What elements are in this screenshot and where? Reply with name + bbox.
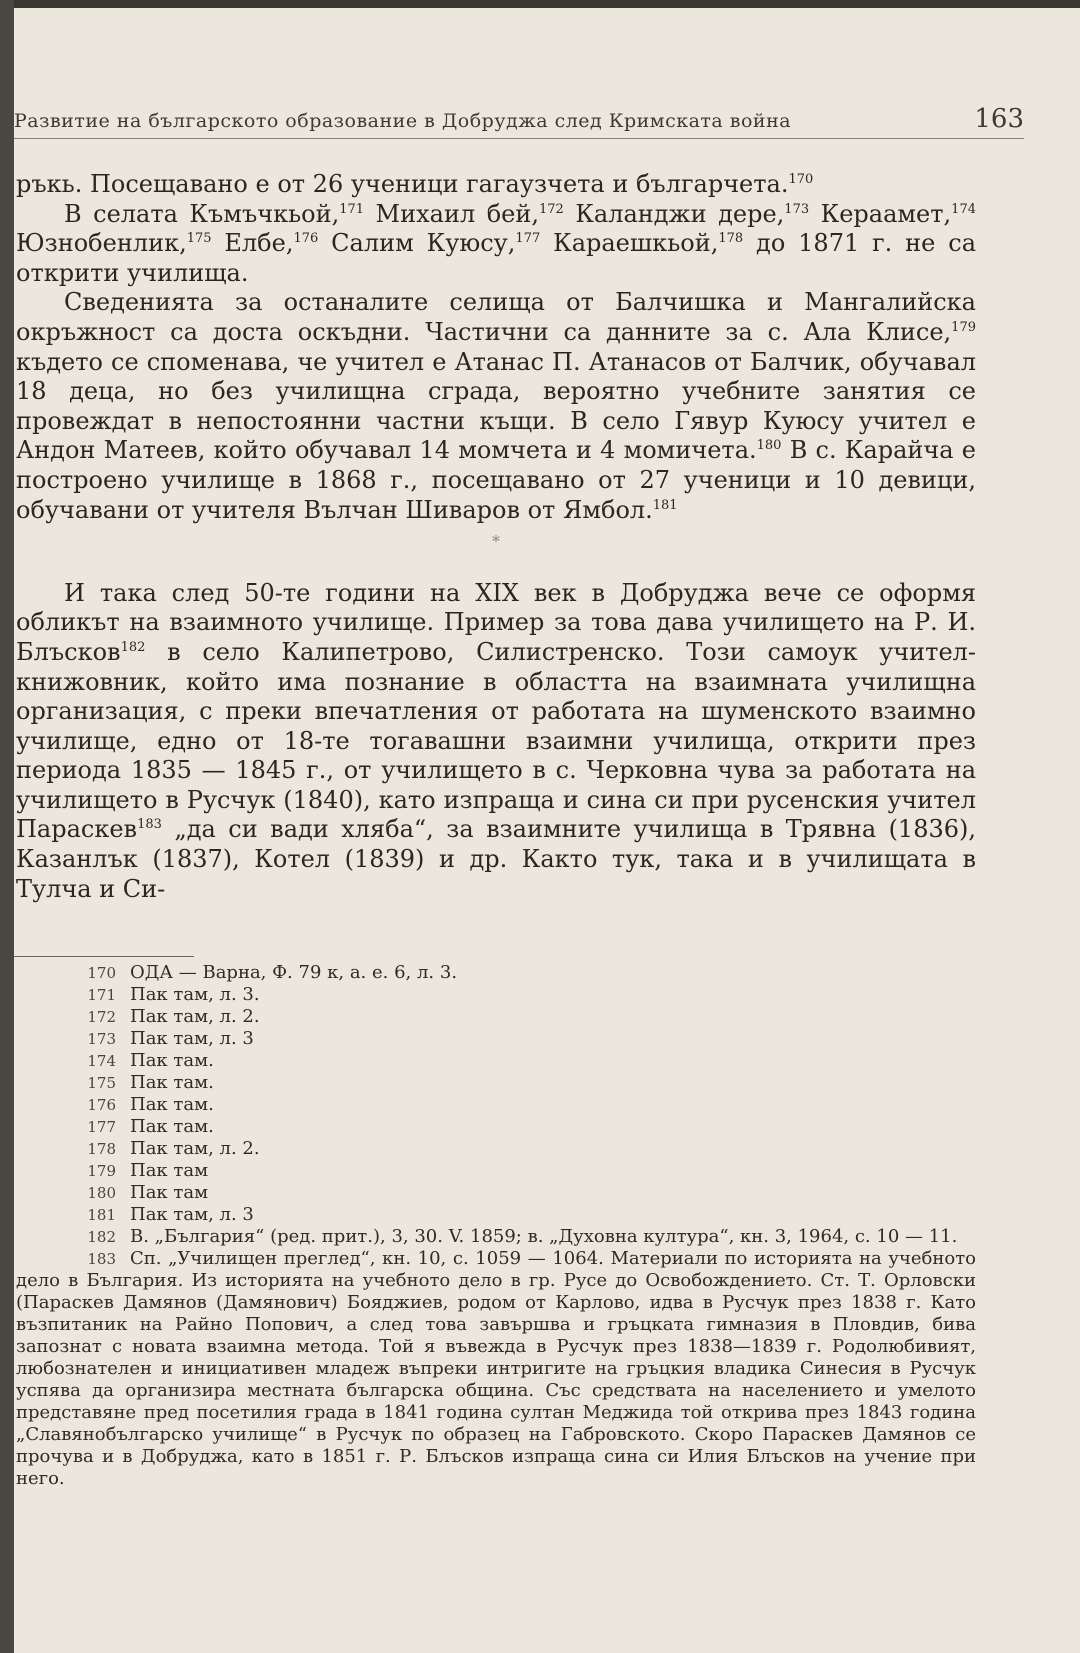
footnote [16, 1226, 976, 1248]
footnote-number: 176 [87, 1096, 116, 1114]
page-number: 163 [974, 104, 1024, 134]
footnote-number: 175 [87, 1074, 116, 1092]
paragraph-text: Михаил бей, [364, 199, 539, 228]
paragraph-text: ръкь. Посещавано е от 26 ученици гагаузчета и българчета. [16, 170, 789, 198]
footnote [16, 1160, 976, 1182]
footnote-marker[interactable]: 176 [293, 231, 319, 247]
footnote-text: ОДА — Варна, Ф. 79 к, а. е. 6, л. 3. [130, 962, 458, 983]
running-header [14, 104, 1024, 134]
footnote-text: Пак там, л. 3. [130, 984, 260, 1005]
footnote-text: Пак там [130, 1182, 209, 1203]
paragraph-text: Сведенията за останалите селища от Балчишка и Мангалийска окръжност са доста оскъдни. Частични са данните за с. Ала Клисе, [16, 288, 976, 346]
footnote-number: 178 [87, 1140, 116, 1158]
footnote-marker[interactable]: 177 [515, 231, 541, 247]
footnote-number: 174 [87, 1052, 116, 1070]
footnote-marker[interactable]: 170 [788, 172, 814, 187]
body-paragraph [16, 579, 976, 905]
footnote-number: 177 [87, 1118, 116, 1136]
page-top-edge [0, 0, 1080, 8]
footnote-text: Пак там, л. 3 [130, 1204, 254, 1225]
footnote [16, 1072, 976, 1094]
paragraph-text: „да си вади хляба“, за взаимните училища в Трявна (1836), Казанлък (1837), Котел (1839) и др. Както тук, така и в училищата в Тулча и Си- [16, 815, 976, 903]
paragraph-text: в село Калипетрово, Силистренско. Този самоук учител-книжовник, който има познание в областта на взаимната училищна организация, с преки впечатления от работата на шуменското взаимно училище, едно от 18-те тогавашни взаимни училища, открити през периода 1835 — 1845 г., от училището в с. Черковна чува за работата на училището в Русчук (1840), като изпраща и сина си при русенския учител Параскев [16, 637, 976, 844]
paragraph-text: Караешкьой, [540, 229, 719, 258]
book-binding-edge [0, 0, 14, 1653]
footnote [16, 984, 976, 1006]
footnote-number: 173 [87, 1030, 116, 1048]
paragraph-text: И така след 50-те години на XIX век в Добруджа вече се оформя обликът на взаимното училище. Пример за това дава училището на Р. И. Блъсков [16, 578, 976, 666]
running-title: Развитие на българското образование в Добруджа след Кримската война [14, 110, 792, 132]
footnotes [16, 962, 976, 1490]
footnote-marker[interactable]: 172 [539, 201, 564, 217]
paragraph-text: Каланджи дере, [563, 199, 785, 228]
footnote-number: 171 [87, 986, 116, 1004]
footnote-text: В. „България“ (ред. прит.), 3, 30. V. 1859; в. „Духовна култура“, кн. 3, 1964, с. 10 — 11. [130, 1226, 958, 1247]
footnote [16, 1182, 976, 1204]
main-text [16, 170, 976, 904]
footnote-marker[interactable]: 183 [137, 817, 162, 833]
footnote [16, 1006, 976, 1028]
footnote-text: Пак там, л. 2. [130, 1006, 260, 1027]
footnote-number: 179 [87, 1162, 116, 1180]
footnote-text: Пак там. [130, 1116, 214, 1137]
header-rule [14, 138, 1024, 139]
paragraph-text: В с. Карайча е построено училище в 1868 г., посещавано от 27 ученици и 10 девици, обучавани от учителя Вълчан Шиваров от Ямбол. [16, 436, 976, 524]
footnote-marker[interactable]: 178 [718, 231, 744, 247]
footnote-text: Пак там, л. 2. [130, 1138, 260, 1159]
footnote-number: 181 [87, 1206, 116, 1224]
footnote-text: Пак там. [130, 1094, 214, 1115]
footnote-marker[interactable]: 179 [951, 319, 976, 335]
footnote [16, 1204, 976, 1226]
section-asterisk: * [492, 532, 500, 552]
footnote [16, 1094, 976, 1116]
footnote-marker[interactable]: 173 [784, 201, 810, 217]
body-paragraph [16, 200, 976, 289]
footnote-marker[interactable]: 174 [951, 201, 976, 217]
footnote [16, 1138, 976, 1160]
footnote-number: 172 [87, 1008, 116, 1026]
footnote-number: 180 [87, 1184, 116, 1202]
body-paragraph [16, 288, 976, 525]
footnote-text: Пак там [130, 1160, 209, 1181]
footnote-marker[interactable]: 171 [339, 201, 365, 217]
paragraph-text: Юзнобенлик, [16, 229, 187, 258]
footnote-number: 182 [87, 1228, 116, 1246]
paragraph-text: до 1871 г. не са открити училища. [16, 229, 977, 287]
paragraph-text: Елбе, [211, 229, 294, 258]
footnote-number: 170 [87, 964, 116, 982]
footnote-marker[interactable]: 180 [756, 438, 782, 454]
footnote [16, 1116, 976, 1138]
footnote-text: Пак там. [130, 1072, 214, 1093]
paragraph-text: Кераамет, [809, 199, 952, 228]
footnote-text: Пак там, л. 3 [130, 1028, 254, 1049]
footnote-marker[interactable]: 175 [186, 231, 212, 247]
footnote [16, 1028, 976, 1050]
footnote [16, 1248, 976, 1490]
paragraph-text: където се споменава, че учител е Атанас П. Атанасов от Балчик, обучавал 18 деца, но без училищна сграда, вероятно учебните занятия се провеждат в непостоянни частни къщи. В село Гявур Куюсу учител е Андон Матеев, който обучавал 14 момчета и 4 момичета. [16, 347, 976, 465]
footnote [16, 962, 976, 984]
footnote [16, 1050, 976, 1072]
paragraph-text: В селата Къмъчкьой, [64, 199, 340, 228]
footnote-number: 183 [87, 1250, 116, 1268]
footnote-text: Пак там. [130, 1050, 214, 1071]
footnote-rule [14, 956, 194, 957]
footnote-marker[interactable]: 181 [652, 497, 678, 513]
footnote-text: Сп. „Училищен преглед“, кн. 10, с. 1059 — 1064. Материали по историята на учебното дело в България. Из историята на учебното дело в гр. Русе до Освобождението. Ст. Т. Орловски (Параскев Дамянов (Дамянович) Бояджиев, родом от Карлово, идва в Русчук през 1838 г. Като възпитаник на Райно Попович, а след това завършва и гръцката гимназия в Пловдив, бива запознат с новата взаимна метода. Той я въвежда в Русчук през 1838—1839 г. Родолюбивият, любознателен и инициативен младеж въпреки интригите на гръцкия владика Синесия в Русчук успява да организира местната българска община. Със средствата на населението и умелото представяне пред посетилия града в 1841 година султан Меджида той открива през 1843 година „Славянобългарско училище“ в Русчук по образец на Габровското. Скоро Параскев Дамянов се прочува и в Добруджа, като в 1851 г. Р. Блъсков изпраща сина си Илия Блъсков на учение при него. [16, 1248, 976, 1489]
body-paragraph [16, 170, 976, 200]
footnote-marker[interactable]: 182 [120, 639, 146, 655]
paragraph-text: Салим Куюсу, [318, 229, 516, 258]
